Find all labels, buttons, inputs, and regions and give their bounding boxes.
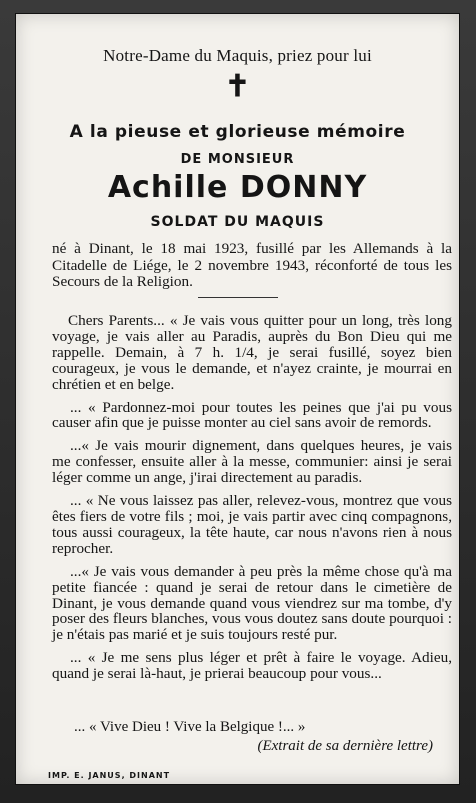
- closing-exclamation: ... « Vive Dieu ! Vive la Belgique !... »: [74, 719, 306, 735]
- memorial-card: [16, 14, 459, 784]
- cross-icon: ✝: [224, 70, 251, 103]
- deceased-name: Achille DONNY: [107, 170, 368, 205]
- deceased-rank: SOLDAT DU MAQUIS: [150, 214, 325, 230]
- source-note: (Extrait de sa dernière lettre): [257, 738, 433, 754]
- memorial-heading: A la pieuse et glorieuse mémoire: [69, 122, 406, 142]
- letter-paragraph: ... « Pardonnez-moi pour toutes les peines que j'ai pu vous causer afin que je puisse monter au ciel sans avoir de remords.: [52, 398, 452, 432]
- letter-excerpt: [52, 313, 452, 689]
- biography-paragraph: né à Dinant, le 18 mai 1923, fusillé par les Allemands à la Citadelle de Liége, le 2 novembre 1943, réconforté de tous les Secours de la Religion.: [52, 240, 452, 290]
- letter-paragraph: ... « Je me sens plus léger et prêt à faire le voyage. Adieu, quand je serai là-haut, je prierai beaucoup pour vous...: [52, 649, 452, 683]
- honorific: DE MONSIEUR: [180, 152, 295, 167]
- printer-credit: IMP. E. JANUS, DINANT: [48, 771, 171, 780]
- letter-paragraph: ... « Ne vous laissez pas aller, relevez-vous, montrez que vous êtes fiers de votre fils ; moi, je vais partir avec cinq compagnons, tous aussi courageux, la tête haute, car nous n'avons rien à nous reprocher.: [52, 492, 452, 557]
- invocation-line: Notre-Dame du Maquis, priez pour lui: [103, 46, 372, 65]
- letter-paragraph: Chers Parents... « Je vais vous quitter pour un long, très long voyage, je vais aller au Paradis, auprès du Bon Dieu qui me rappelle. Demain, à 7 h. 1/4, je serai fusillé, soyez bien courageux, je vous le demande, et n'ayez crainte, je mourrai en chrétien et en belge.: [52, 312, 452, 393]
- divider-rule: [198, 297, 278, 298]
- letter-paragraph: ...« Je vais mourir dignement, dans quelques heures, je vais me confesser, ensuite aller à la messe, communier: ainsi je serai léger comme un ange, j'irai directement au paradis.: [52, 437, 452, 487]
- letter-paragraph: ...« Je vais vous demander à peu près la même chose qu'à ma petite fiancée : quand je serai de retour dans le cimetière de Dinant, je vous demande quand vous viendrez sur ma tombe, d'y poser des fleurs blanches, vous vous doutez sans doute pourquoi : je n'étais pas marié et je suis toujours resté pur.: [52, 562, 452, 644]
